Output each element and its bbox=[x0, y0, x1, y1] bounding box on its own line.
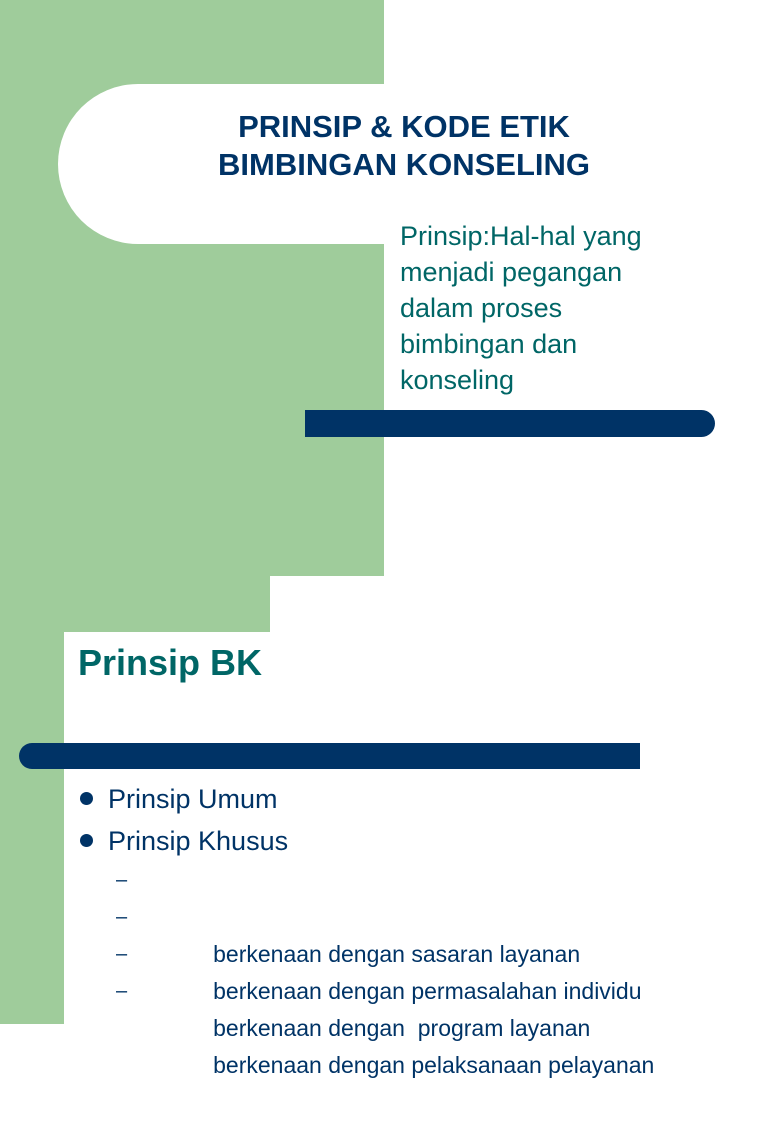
slide1-title bbox=[100, 108, 708, 184]
list-item bbox=[78, 820, 758, 862]
sublist-item bbox=[78, 862, 758, 967]
slide1-subtitle-line: konseling bbox=[400, 365, 515, 395]
slide1-subtitle-line: bimbingan dan bbox=[400, 329, 578, 359]
slide1-title-line2: BIMBINGAN KONSELING bbox=[218, 147, 590, 182]
sublist-item-label: berkenaan dengan pelaksanaan pelayanan bbox=[213, 1052, 655, 1078]
slide1-subtitle-line: dalam proses bbox=[400, 293, 563, 323]
sublist-item-label: berkenaan dengan permasalahan individu bbox=[213, 978, 642, 1004]
slide1-title-line1: PRINSIP & KODE ETIK bbox=[238, 109, 570, 144]
list-item bbox=[78, 778, 758, 820]
list-item-label: Prinsip Umum bbox=[108, 784, 278, 814]
slide2-divider-bar bbox=[19, 743, 640, 769]
dash-icon: – bbox=[116, 980, 128, 1002]
bullet-dot-icon bbox=[80, 792, 93, 805]
slide1-subtitle bbox=[400, 218, 740, 398]
slide1-subtitle-line: menjadi pegangan bbox=[400, 257, 623, 287]
dash-icon: – bbox=[116, 906, 128, 928]
sublist-container bbox=[78, 862, 758, 1078]
slide2-heading: Prinsip BK bbox=[78, 642, 263, 683]
slide2-sublist bbox=[78, 862, 758, 1078]
dash-icon: – bbox=[116, 869, 128, 891]
dash-icon: – bbox=[116, 943, 128, 965]
slide1-divider-bar bbox=[305, 410, 715, 437]
bullet-dot-icon bbox=[80, 834, 93, 847]
slide1-subtitle-line: Prinsip:Hal-hal yang bbox=[400, 221, 642, 251]
sublist-item-label: berkenaan dengan program layanan bbox=[213, 1015, 591, 1041]
slide2-bullet-list bbox=[78, 778, 758, 1078]
list-item-label: Prinsip Khusus bbox=[108, 826, 289, 856]
sublist-item-label: berkenaan dengan sasaran layanan bbox=[213, 941, 581, 967]
